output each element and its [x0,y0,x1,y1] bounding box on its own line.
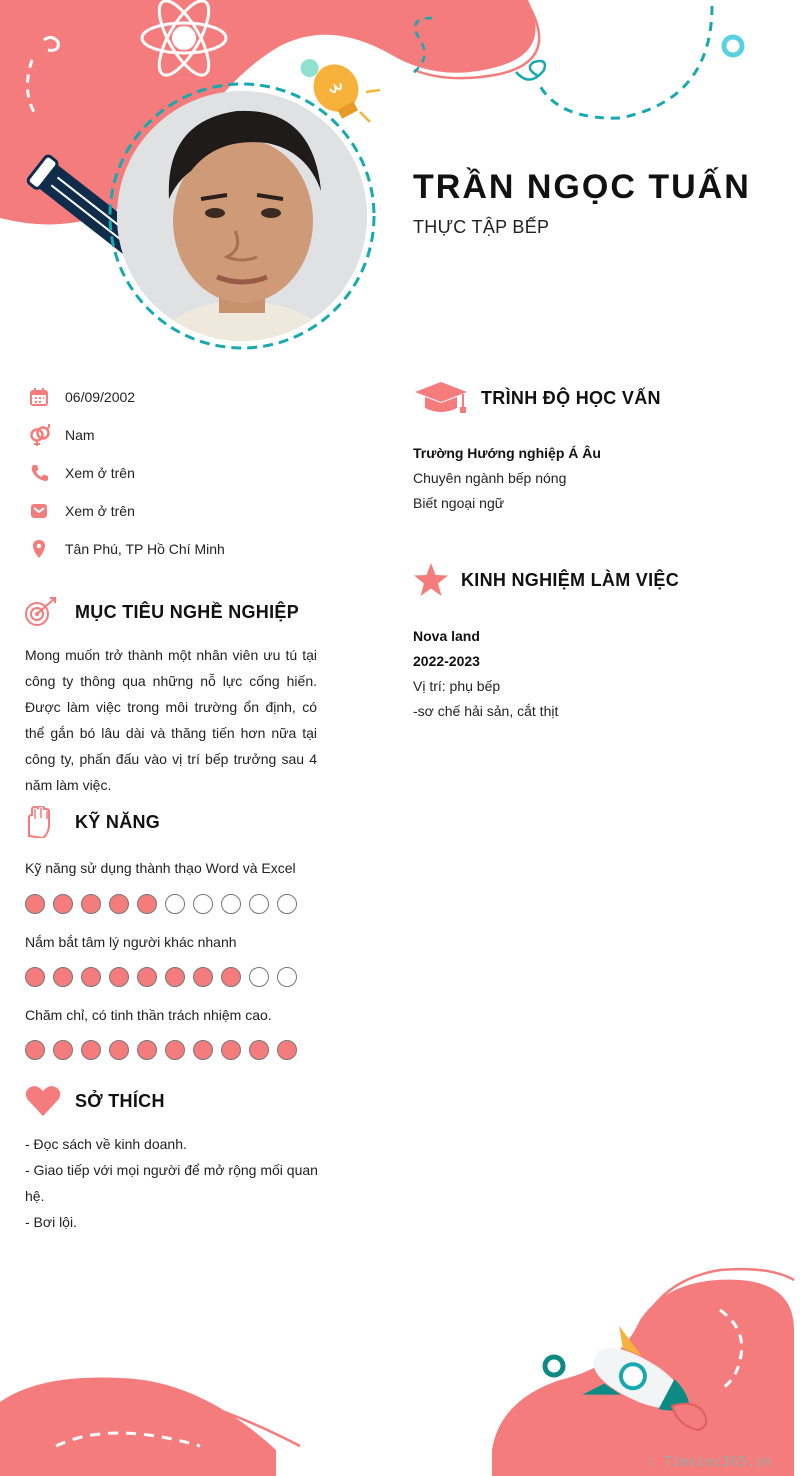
skill-dot-filled [53,894,73,914]
skill-dot-filled [137,967,157,987]
footer-decoration [0,1250,800,1476]
phone-icon [28,462,50,484]
skill-dot-filled [25,967,45,987]
skill-dot-empty [221,894,241,914]
objective-heading [24,596,299,628]
objective-text: Mong muốn trở thành một nhân viên ưu tú tại công ty thông qua những nỗ lực cống hiến. Được làm việc trong môi trường ổn định, có thể gắn bó lâu dài và thăng tiến hơn nữa tại công ty, phấn đấu vào vị trí bếp trưởng sau 4 năm làm việc. [25,647,317,793]
objective-title: MỤC TIÊU NGHỀ NGHIỆP [75,601,300,622]
company-name: Nova land [413,628,480,644]
gender-text: Nam [65,427,95,443]
skill-label: Chăm chỉ, có tinh thần trách nhiệm cao. [25,1007,272,1023]
skill-dot-filled [221,1040,241,1060]
education-title: TRÌNH ĐỘ HỌC VẤN [481,387,661,408]
skill-rating [25,1040,305,1060]
heart-icon [25,1085,61,1117]
skill-dot-filled [193,967,213,987]
target-icon [24,596,58,628]
education-heading [413,380,661,416]
email-row [28,499,135,523]
position: Vị trí: phụ bếp [413,678,501,694]
gender-icon [28,424,50,446]
hobby-item: - Đọc sách về kinh doanh. [25,1136,187,1152]
skill-dot-empty [277,894,297,914]
skill-dot-filled [137,894,157,914]
raised-hand-icon [24,806,50,838]
job-title: THỰC TẬP BẾP [413,217,550,237]
skill-dot-filled [81,967,101,987]
skill-dot-empty [165,894,185,914]
hobby-item: - Bơi lội. [25,1214,77,1230]
phone-text[interactable]: Xem ở trên [65,465,135,481]
skill-dot-filled [277,1040,297,1060]
calendar-icon [28,386,50,408]
work-period: 2022-2023 [413,653,480,669]
skill-dot-empty [277,967,297,987]
education-details [413,441,601,516]
skill-dot-filled [25,894,45,914]
skills-heading [24,806,160,838]
skill-dot-filled [165,967,185,987]
experience-heading [413,562,679,598]
experience-details [413,624,558,724]
location-pin-icon [28,538,50,560]
star-icon [413,562,449,598]
birthdate-text: 06/09/2002 [65,389,136,405]
skill-dot-filled [81,1040,101,1060]
phone-row [28,461,135,485]
skill-dot-filled [109,967,129,987]
hobbies-list [25,1131,325,1235]
graduation-cap-icon [413,380,469,416]
skill-dot-filled [193,1040,213,1060]
email-icon [28,500,50,522]
email-text[interactable]: Xem ở trên [65,503,135,519]
skill-dot-filled [137,1040,157,1060]
hobbies-heading [25,1085,165,1117]
hobbies-title: SỞ THÍCH [75,1090,165,1111]
skill-dot-filled [25,1040,45,1060]
skill-rating [25,967,305,987]
skill-dot-empty [193,894,213,914]
skill-rating [25,894,305,914]
school-name: Trường Hướng nghiệp Á Âu [413,445,601,461]
skill-dot-filled [221,967,241,987]
job-detail: -sơ chế hải sản, cắt thịt [413,703,559,719]
skill-dot-filled [53,967,73,987]
address-row [28,537,225,561]
skill-dot-empty [249,967,269,987]
address-text: Tân Phú, TP Hồ Chí Minh [65,541,225,557]
skill-dot-filled [249,1040,269,1060]
skill-dot-filled [165,1040,185,1060]
gender-row [28,423,95,447]
skills-title: KỸ NĂNG [75,811,161,832]
skill-dot-empty [249,894,269,914]
profile-photo [107,81,377,351]
candidate-name: TRẦN NGỌC TUẤN [413,168,751,206]
skill-label: Nắm bắt tâm lý người khác nhanh [25,934,237,950]
hobby-item: - Giao tiếp với mọi người để mở rộng mối quan hệ. [25,1162,318,1204]
skill-dot-filled [109,1040,129,1060]
education-note: Biết ngoại ngữ [413,495,505,511]
watermark: ∴ Timviec365.vn [647,1455,772,1470]
skill-dot-filled [81,894,101,914]
skill-dot-filled [109,894,129,914]
birthdate-row [28,385,135,409]
skill-dot-filled [53,1040,73,1060]
skill-label: Kỹ năng sử dụng thành thạo Word và Excel [25,860,296,876]
major: Chuyên ngành bếp nóng [413,470,567,486]
experience-title: KINH NGHIỆM LÀM VIỆC [461,569,680,590]
